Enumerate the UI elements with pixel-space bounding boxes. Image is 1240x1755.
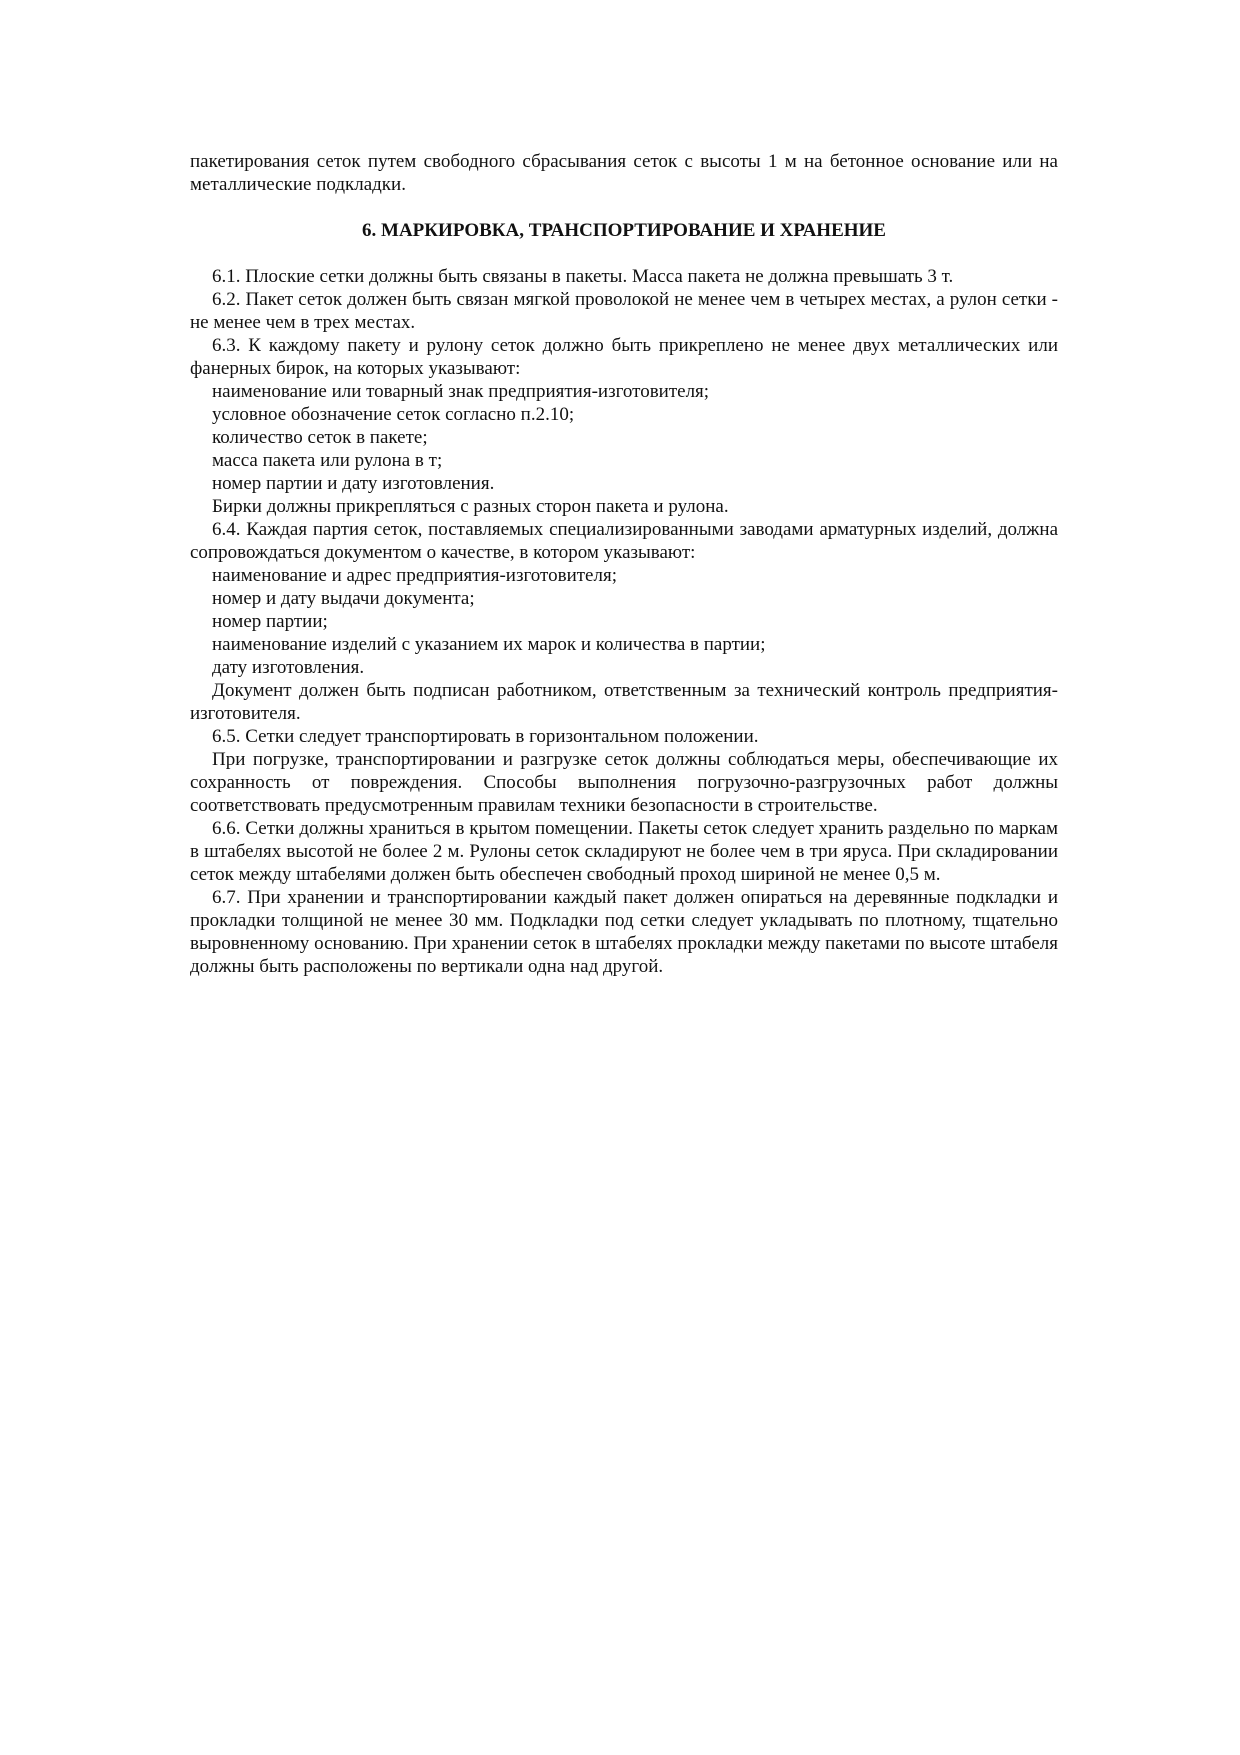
paragraph-6-5: 6.5. Сетки следует транспортировать в горизонтальном положении. (212, 726, 759, 747)
list-item: масса пакета или рулона в т; (212, 450, 443, 471)
section-title: 6. МАРКИРОВКА, ТРАНСПОРТИРОВАНИЕ И ХРАНЕНИЕ (362, 220, 886, 241)
document-page (190, 150, 1058, 978)
list-item: количество сеток в пакете; (212, 427, 428, 448)
paragraph-6-2: 6.2. Пакет сеток должен быть связан мягкой проволокой не менее чем в четырех местах, а рулон сетки - не менее чем в трех местах. (190, 289, 1058, 333)
list-item: номер и дату выдачи документа; (212, 588, 475, 609)
list-item: дату изготовления. (212, 657, 365, 678)
paragraph-6-4: 6.4. Каждая партия сеток, поставляемых специализированными заводами арматурных изделий, должна сопровождаться документом о качестве, в котором указывают: (190, 519, 1058, 563)
paragraph-6-3: 6.3. К каждому пакету и рулону сеток должно быть прикреплено не менее двух металлических или фанерных бирок, на которых указывают: (190, 335, 1058, 379)
paragraph-6-1: 6.1. Плоские сетки должны быть связаны в пакеты. Масса пакета не должна превышать 3 т. (212, 266, 954, 287)
list-item: наименование изделий с указанием их марок и количества в партии; (212, 634, 766, 655)
paragraph-loading-rules: При погрузке, транспортировании и разгрузке сеток должны соблюдаться меры, обеспечивающие их сохранность от повреждения. Способы выполнения погрузочно-разгрузочных работ должны соответствовать предусмотренным правилам техники безопасности в строительстве. (190, 749, 1058, 816)
paragraph-tags-note: Бирки должны прикрепляться с разных сторон пакета и рулона. (212, 496, 729, 517)
paragraph-document-signature: Документ должен быть подписан работником, ответственным за технический контроль предприятия-изготовителя. (190, 680, 1058, 724)
list-item: номер партии; (212, 611, 328, 632)
section-body (190, 265, 1058, 978)
paragraph-6-6: 6.6. Сетки должны храниться в крытом помещении. Пакеты сеток следует хранить раздельно по маркам в штабелях высотой не более 2 м. Рулоны сеток складируют не более чем в три яруса. При складировании сеток между штабелями должен быть обеспечен свободный проход шириной не менее 0,5 м. (190, 818, 1058, 885)
intro-continuation: пакетирования сеток путем свободного сбрасывания сеток с высоты 1 м на бетонное основание или на металлические подкладки. (190, 151, 1058, 195)
list-item: номер партии и дату изготовления. (212, 473, 495, 494)
list-item: условное обозначение сеток согласно п.2.10; (212, 404, 575, 425)
paragraph-6-7: 6.7. При хранении и транспортировании каждый пакет должен опираться на деревянные подкладки и прокладки толщиной не менее 30 мм. Подкладки под сетки следует укладывать по плотному, тщательно выровненному основанию. При хранении сеток в штабелях прокладки между пакетами по высоте штабеля должны быть расположены по вертикали одна над другой. (190, 887, 1058, 977)
list-item: наименование и адрес предприятия-изготовителя; (212, 565, 617, 586)
list-item: наименование или товарный знак предприятия-изготовителя; (212, 381, 710, 402)
